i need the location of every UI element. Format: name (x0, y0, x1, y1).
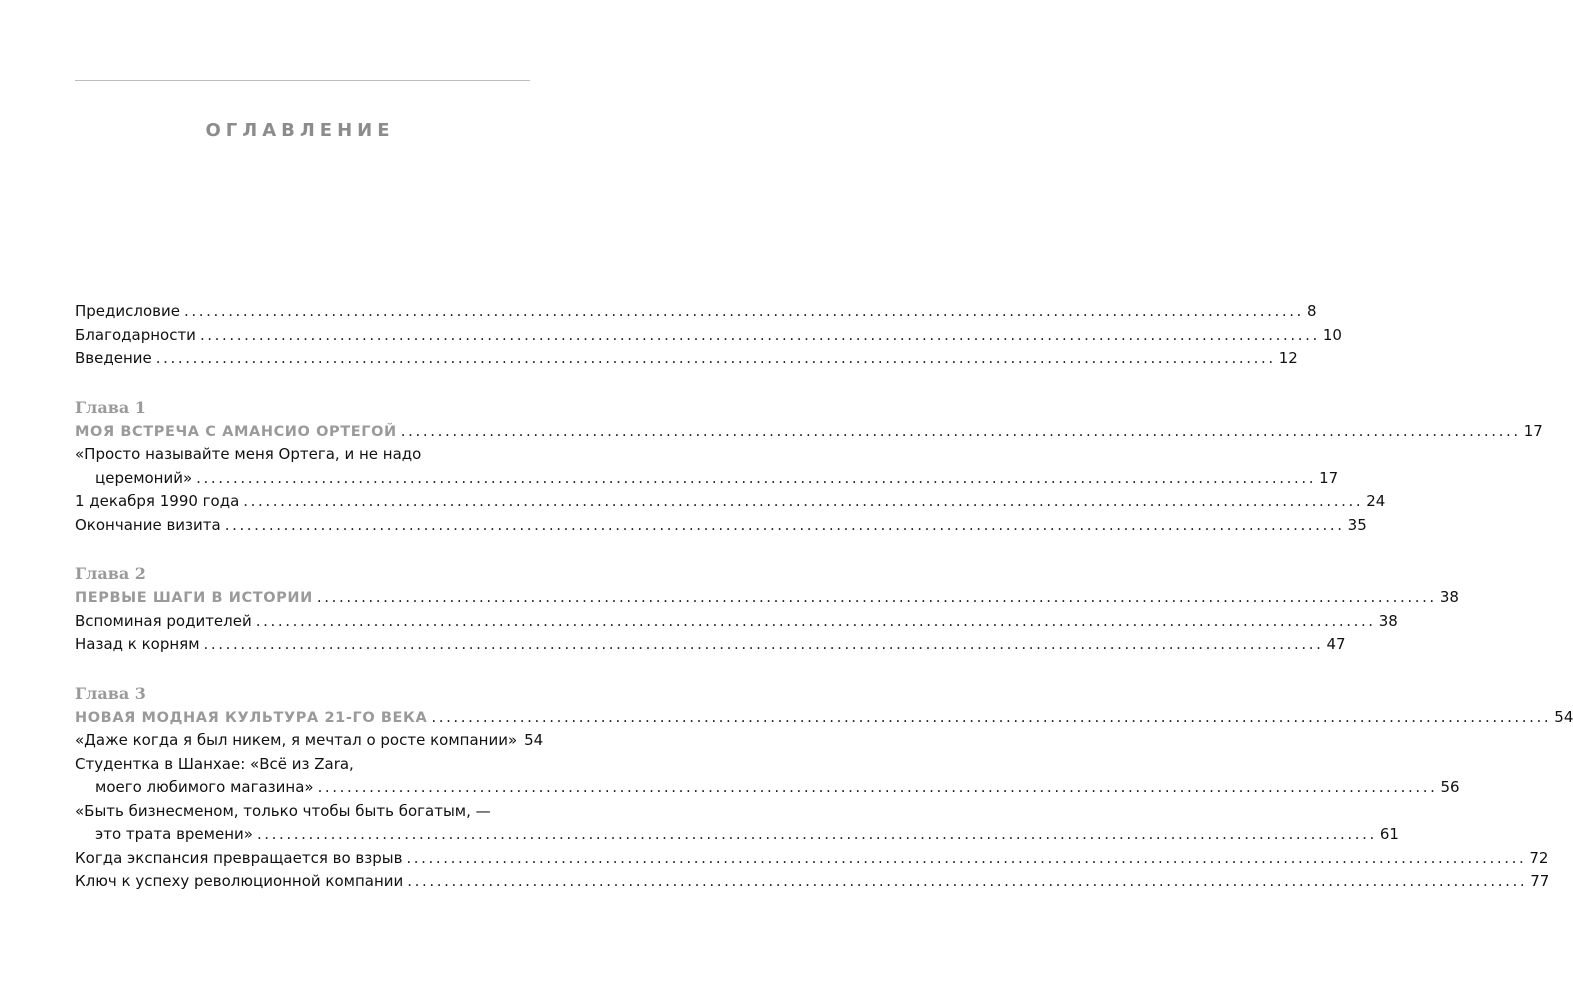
chapter-heading[interactable] (75, 706, 1573, 730)
dot-leader (318, 776, 1438, 800)
chapter-heading[interactable] (75, 420, 1543, 444)
chapter-heading[interactable] (75, 586, 1459, 610)
chapter-heading-title: МОЯ ВСТРЕЧА С АМАНСИО ОРТЕГОЙ (75, 423, 397, 440)
toc-entry-title: церемоний» (95, 468, 193, 487)
toc-entry[interactable] (75, 729, 544, 753)
dot-leader (431, 706, 1551, 730)
dot-leader (401, 420, 1521, 444)
toc-entry[interactable] (75, 870, 1550, 894)
toc-entry-title: Студентка в Шанхае: «Всё из Zara, (75, 754, 354, 773)
toc-entry-acknowledgements[interactable] (75, 324, 1342, 348)
toc-entry-title: Когда экспансия превращается во взрыв (75, 848, 403, 867)
toc-entry[interactable] (75, 514, 1367, 538)
toc-entry-title: 1 декабря 1990 года (75, 492, 240, 510)
chapter-heading-page: 38 (1439, 588, 1459, 606)
page-title: ОГЛАВЛЕНИЕ (205, 120, 395, 141)
toc-entry-page: 47 (1326, 635, 1346, 653)
toc-entry-continuation[interactable] (75, 467, 1339, 491)
toc-entry-page: 77 (1530, 872, 1550, 890)
toc-entry[interactable] (75, 633, 1346, 657)
toc-entry-title: Окончание визита (75, 515, 221, 534)
toc-entry-page: 10 (1322, 325, 1342, 344)
dot-leader (225, 514, 1345, 538)
toc-entry[interactable] (75, 443, 527, 467)
toc-entry-title: Вспоминая родителей (75, 611, 252, 630)
toc-entry[interactable] (75, 800, 527, 824)
toc-entry[interactable] (75, 610, 1398, 634)
toc-entry-preface[interactable] (75, 300, 1317, 324)
toc-entry-page: 72 (1529, 848, 1549, 867)
toc-entry-title: «Быть бизнесменом, только чтобы быть богатым, — (75, 801, 491, 820)
chapter-heading-title: НОВАЯ МОДНАЯ КУЛЬТУРА 21-ГО ВЕКА (75, 709, 428, 726)
dot-leader (204, 633, 1324, 657)
dot-leader (156, 347, 1276, 371)
table-of-contents (75, 300, 1573, 894)
toc-entry-page: 12 (1278, 349, 1298, 367)
toc-entry-continuation[interactable] (75, 776, 1460, 800)
toc-entry-title: «Просто называйте меня Ортега, и не надо (75, 445, 422, 463)
chapter-3 (75, 682, 1573, 894)
toc-entry-page: 24 (1366, 492, 1386, 510)
dot-leader (317, 586, 1437, 610)
toc-entry-title: Благодарности (75, 325, 196, 344)
dot-leader (200, 324, 1320, 348)
chapter-heading-page: 17 (1523, 421, 1543, 440)
dot-leader (196, 467, 1316, 491)
chapter-2 (75, 562, 1459, 657)
toc-entry-page: 56 (1440, 778, 1460, 796)
toc-entry[interactable] (75, 753, 527, 777)
toc-entry-page: 8 (1306, 302, 1317, 320)
toc-entry-page: 54 (524, 731, 544, 749)
toc-entry-title: это трата времени» (95, 825, 253, 843)
toc-entry-title: Назад к корням (75, 635, 200, 653)
toc-entry-continuation[interactable] (75, 823, 1399, 847)
chapter-label: Глава 3 (75, 683, 146, 703)
dot-leader (184, 300, 1304, 324)
toc-entry-title: Ключ к успеху революционной компании (75, 872, 404, 890)
chapter-label: Глава 2 (75, 564, 146, 583)
chapter-heading-page: 54 (1554, 707, 1573, 726)
toc-entry-title: «Даже когда я был никем, я мечтал о росте компании» (75, 731, 518, 749)
toc-entry-page: 38 (1378, 611, 1398, 630)
dot-leader (406, 847, 1526, 871)
chapter-1 (75, 396, 1543, 538)
toc-entry-title: моего любимого магазина» (95, 778, 314, 796)
toc-entry-page: 61 (1379, 825, 1399, 843)
toc-entry-page: 35 (1347, 515, 1367, 534)
toc-entry-title: Введение (75, 349, 152, 367)
dot-leader (256, 610, 1376, 634)
dot-leader (407, 870, 1527, 894)
toc-entry-page: 17 (1319, 468, 1339, 487)
top-rule (75, 80, 530, 81)
toc-entry-title: Предисловие (75, 302, 180, 320)
toc-entry[interactable] (75, 847, 1549, 871)
toc-entry[interactable] (75, 490, 1386, 514)
chapter-label: Глава 1 (75, 397, 146, 417)
chapter-heading-title: ПЕРВЫЕ ШАГИ В ИСТОРИИ (75, 590, 313, 606)
dot-leader (243, 490, 1363, 514)
dot-leader (257, 823, 1377, 847)
toc-entry-introduction[interactable] (75, 347, 1298, 371)
